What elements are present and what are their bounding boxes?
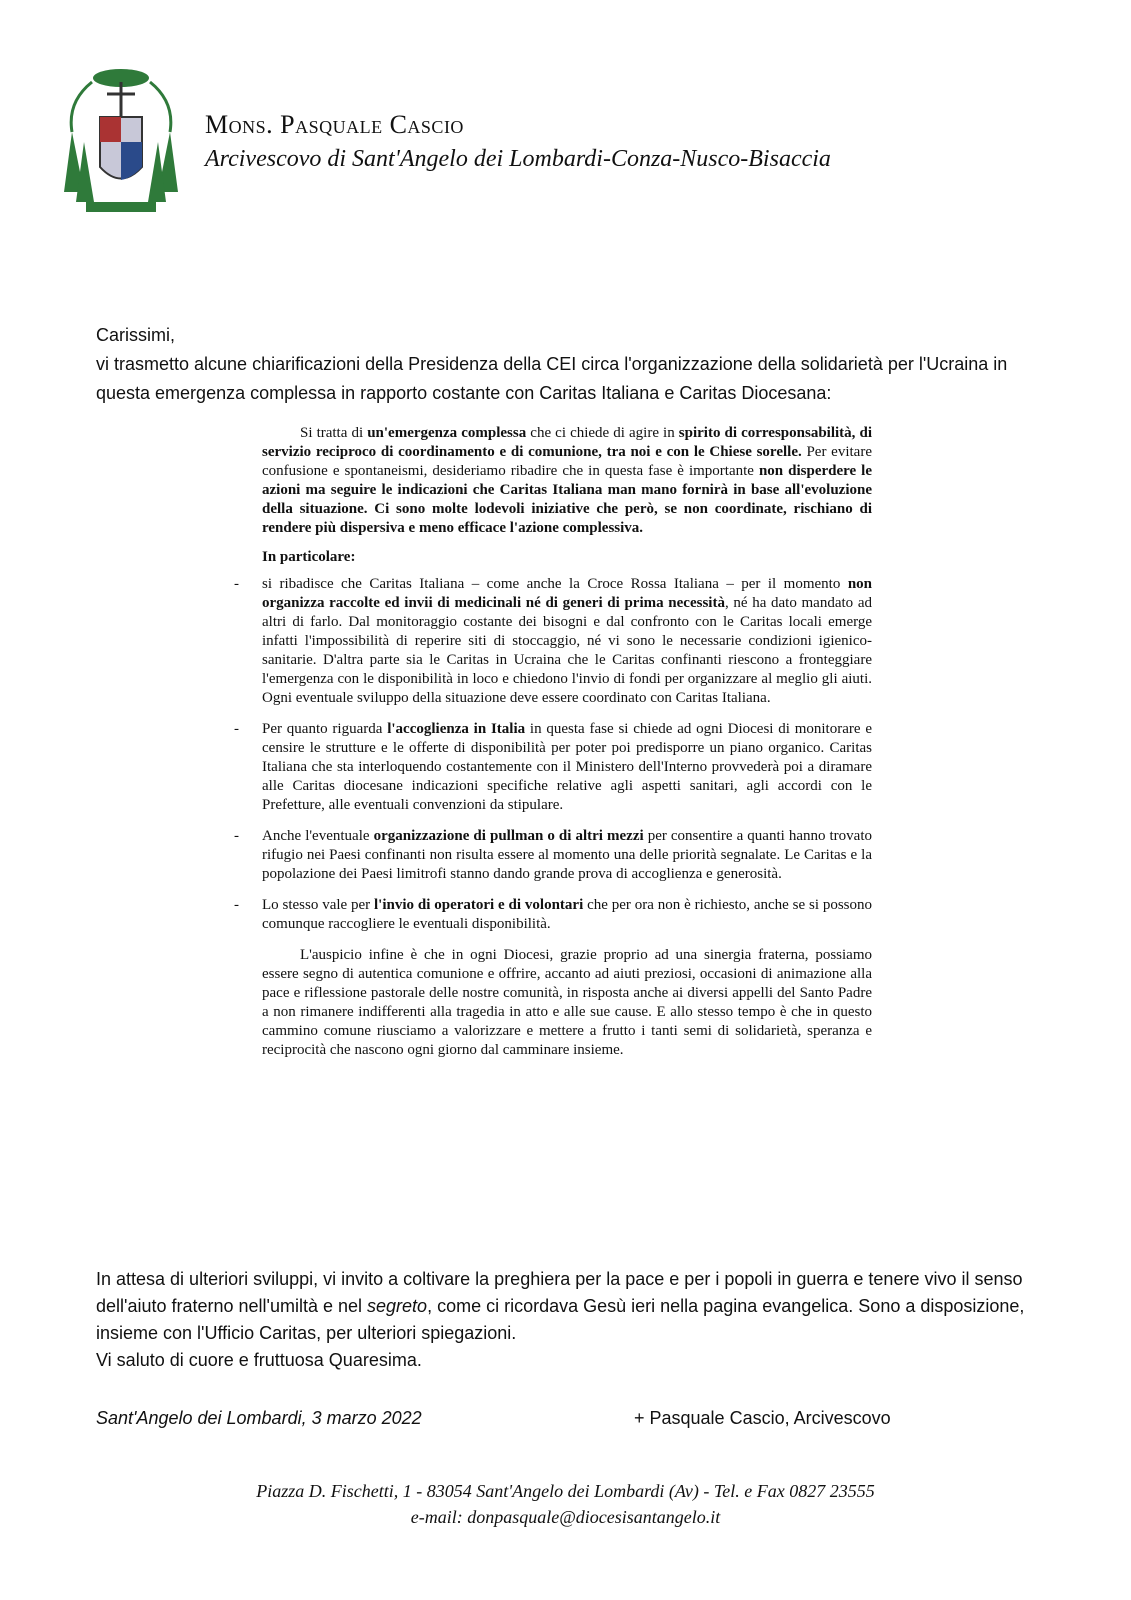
greeting: Vi saluto di cuore e fruttuosa Quaresima. bbox=[96, 1350, 422, 1370]
quote-paragraph: L'auspicio infine è che in ogni Diocesi, grazie proprio ad una sinergia fraterna, possiamo essere segno di autentica comunione e offrire, accanto ad aiuti preziosi, occasioni di animazione alla pace e riflessione pastorale delle nostre comunità, in risposta anche ai diversi appelli del Santo Padre a non rimanere indifferenti alla tragedia in atto e alle sue cause. E allo stesso tempo è che in questo cammino comune riusciamo a valorizzare e mettere a frutto i tanti semi di solidarietà, speranza e reciprocità che nascono ogni giorno dal camminare insieme. bbox=[262, 947, 872, 1058]
footer-email: e-mail: donpasquale@diocesisantangelo.it bbox=[410, 1507, 721, 1527]
quote-heading: In particolare: bbox=[262, 549, 356, 565]
intro-text: vi trasmetto alcune chiarificazioni della Presidenza della CEI circa l'organizzazione della solidarietà per l'Ucraina in questa emergenza complessa in rapporto costante con Caritas Italiana e Caritas Diocesana: bbox=[96, 354, 1008, 403]
author-title: Arcivescovo di Sant'Angelo dei Lombardi-Conza-Nusco-Bisaccia bbox=[205, 146, 831, 172]
footer-address: Piazza D. Fischetti, 1 - 83054 Sant'Angelo dei Lombardi (Av) - Tel. e Fax 0827 23555 bbox=[256, 1481, 875, 1501]
list-item: - Anche l'eventuale organizzazione di pullman o di altri mezzi per consentire a quanti hanno trovato rifugio nei Paesi confinanti non risulta essere al momento una delle priorità segnalate. Le Caritas e la popolazione dei Paesi limitrofi stanno dando grande prova di accoglienza e generosità. bbox=[262, 827, 872, 884]
place-date: Sant'Angelo dei Lombardi, 3 marzo 2022 bbox=[96, 1408, 422, 1428]
closing-text bbox=[96, 1266, 1046, 1374]
quoted-text bbox=[262, 424, 872, 1070]
list-item: - Lo stesso vale per l'invio di operatori e di volontari che per ora non è richiesto, anche se si possono comunque raccogliere le eventuali disponibilità. bbox=[262, 896, 872, 934]
signer: + Pasquale Cascio, Arcivescovo bbox=[634, 1408, 891, 1428]
salutation: Carissimi, bbox=[96, 325, 175, 345]
footer bbox=[0, 1478, 1131, 1530]
closing-paragraph: In attesa di ulteriori sviluppi, vi invito a coltivare la preghiera per la pace e per i popoli in guerra e tenere vivo il senso dell'aiuto fraterno nell'umiltà e nel segreto, come ci ricordava Gesù ieri nella pagina evangelica. Sono a disposizione, insieme con l'Ufficio Caritas, per ulteriori spiegazioni. bbox=[96, 1269, 1025, 1343]
list-item: - si ribadisce che Caritas Italiana – come anche la Croce Rossa Italiana – per il momento non organizza raccolte ed invii di medicinali né di generi di prima necessità, né ha dato mandato ad altri di farlo. Dal monitoraggio costante dei bisogni e dal confronto con le Caritas locali emerge infatti l'impossibilità di reperire siti di stoccaggio, né vi sono le necessarie condizioni igienico-sanitarie. D'altra parte sia le Caritas in Ucraina che le Caritas confinanti riescono a fronteggiare l'emergenza con le disponibilità in loco e chiedono l'invio di fondi per organizzare al meglio gli aiuti. Ogni eventuale sviluppo della situazione deve essere coordinato con Caritas Italiana. bbox=[262, 575, 872, 708]
list-item: - Per quanto riguarda l'accoglienza in Italia in questa fase si chiede ad ogni Diocesi di monitorare e censire le strutture e le offerte di disponibilità per poter poi predisporre un piano organico. Caritas Italiana che sta interloquendo costantemente con il Ministero dell'Interno provvederà poi a diramare alle Caritas diocesane indicazioni specifiche relative agli aspetti sanitari, agli accordi con le Prefetture, alle eventuali convenzioni da stipulare. bbox=[262, 720, 872, 815]
author-name: Mons. Pasquale Cascio bbox=[205, 110, 464, 139]
bullet-list bbox=[262, 575, 872, 934]
coat-of-arms-icon bbox=[62, 62, 180, 222]
letter-intro bbox=[96, 321, 1046, 408]
quote-paragraph: Si tratta di un'emergenza complessa che ci chiede di agire in spirito di corresponsabilità, di servizio reciproco di coordinamento e di comunione, tra noi e con le Chiese sorelle. Per evitare confusione e spontaneismi, desideriamo ribadire che in questa fase è importante non disperdere le azioni ma seguire le indicazioni che Caritas Italiana man mano fornirà in base all'evoluzione della situazione. Ci sono molte lodevoli iniziative che però, se non coordinate, rischiano di rendere più dispersiva e meno efficace l'azione complessiva. bbox=[262, 425, 872, 536]
